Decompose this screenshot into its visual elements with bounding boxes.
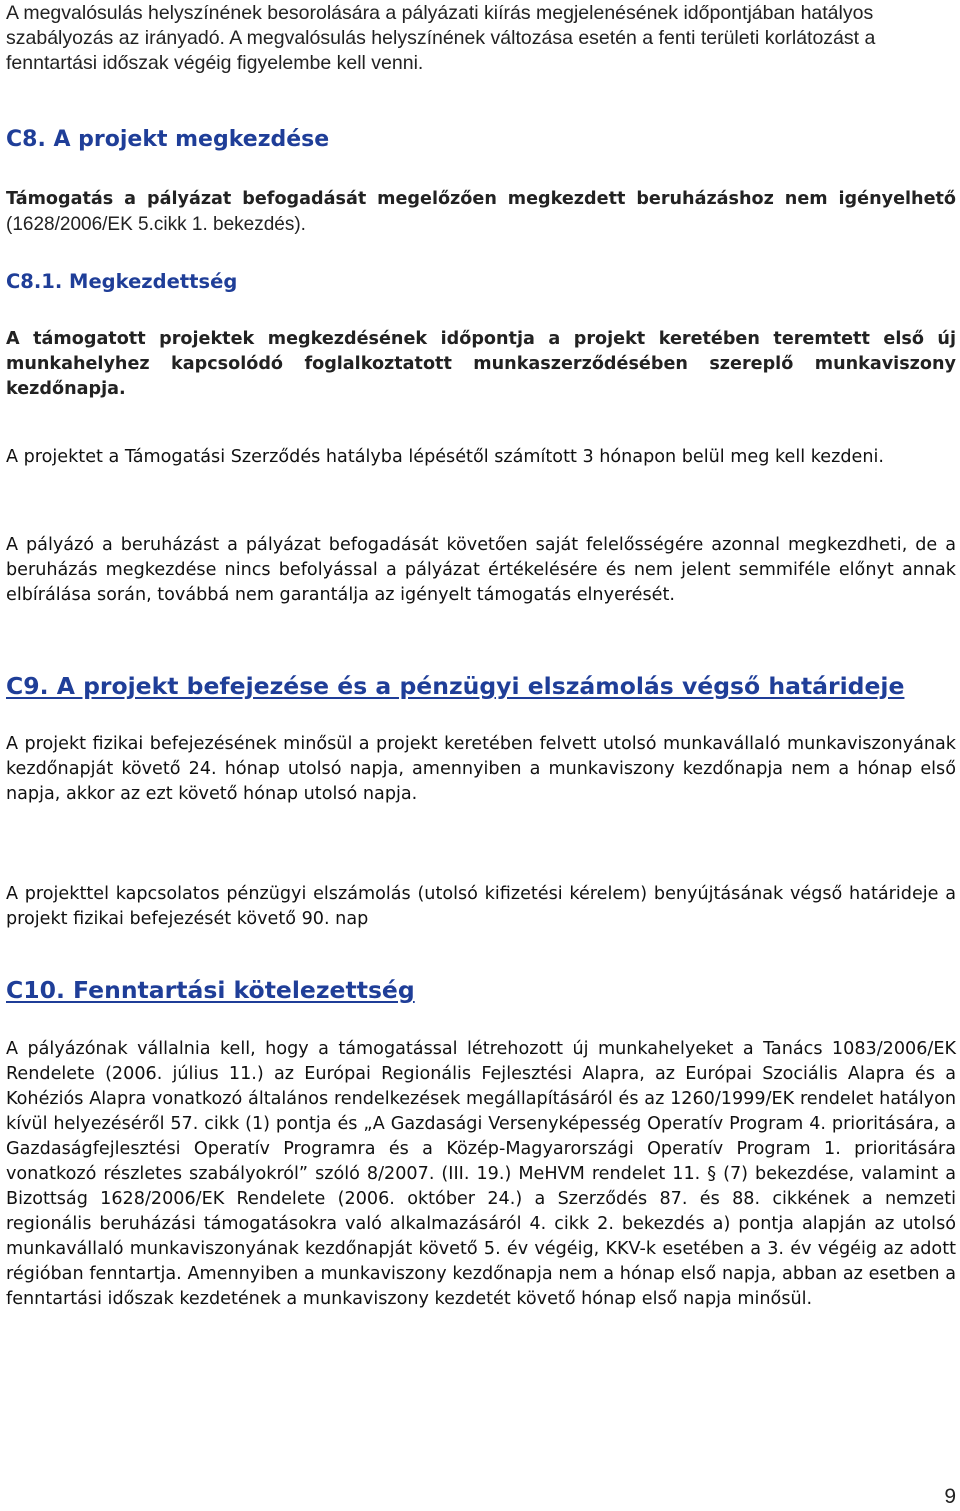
heading-c8-1: C8.1. Megkezdettség [6,270,238,293]
c8-1-bold-paragraph: A támogatott projektek megkezdésének időpontja a projekt keretében teremtett első új munkahelyhez kapcsolódó foglalkoztatott munkaszerződésében szereplő munkaviszony kezdőnapja. [6,329,956,399]
c8-1-paragraph-2: A projektet a Támogatási Szerződés hatályba lépésétől számított 3 hónapon belül meg kell kezdeni. [6,447,884,467]
intro-paragraph: A megvalósulás helyszínének besorolására a pályázati kiírás megjelenésének időpontjában hatályos szabályozás az irányadó. A megvalósulás helyszínének változása esetén a fenti területi korlátozást a fenntartási időszak végéig figyelembe kell venni. [6,2,876,74]
heading-c9: C9. A projekt befejezése és a pénzügyi elszámolás végső határideje [6,672,905,700]
c10-paragraph-1: A pályázónak vállalnia kell, hogy a támogatással létrehozott új munkahelyeket a Tanács 1083/2006/EK Rendelete (2006. július 11.) az Európai Regionális Fejlesztési Alapra, az Európai Szociális Alapra és a Kohéziós Alapra vonatkozó általános rendelkezések megállapításáról és az 1260/1999/EK rendelet hatályon kívül helyezéséről 57. cikk (1) pontja és „A Gazdasági Versenyképesség Operatív Program 4. prioritására, a Gazdaságfejlesztési Operatív Programra és a Közép-Magyarországi Operatív Program 1. prioritására vonatkozó részletes szabályokról” szóló 8/2007. (III. 19.) MeHVM rendelet 11. § (7) bekezdése, valamint a Bizottság 1628/2006/EK Rendelete (2006. október 24.) a Szerződés 87. és 88. cikkének a nemzeti regionális beruházási támogatásokra való alkalmazásáról 4. cikk 2. bekezdés a) pontja alapján az utolsó munkavállaló munkaviszonyának kezdőnapját követő 5. év végéig, KKV-k esetében a 3. év végéig az adott régióban fenntartja. Amennyiben a munkaviszony kezdőnapja nem a hónap első napja, abban az esetben a fenntartási időszak kezdetének a munkaviszony kezdetét követő hónap első napja minősül. [6,1039,956,1309]
c9-paragraph-1: A projekt fizikai befejezésének minősül a projekt keretében felvett utolsó munkavállaló munkaviszonyának kezdőnapját követő 24. hónap utolsó napja, amennyiben a munkaviszony kezdőnapja nem a hónap első napja, akkor az ezt követő hónap utolsó napja. [6,734,956,804]
c8-lead-bold: Támogatás a pályázat befogadását megelőzően megkezdett beruházáshoz nem igényelhető [6,189,956,209]
heading-c8: C8. A projekt megkezdése [6,127,330,152]
page-number: 9 [944,1485,956,1508]
c8-lead-reference: (1628/2006/EK 5.cikk 1. bekezdés). [6,214,306,235]
c8-lead-paragraph [6,186,956,238]
heading-c10: C10. Fenntartási kötelezettség [6,976,415,1004]
c8-1-paragraph-3: A pályázó a beruházást a pályázat befogadását követően saját felelősségére azonnal megkezdheti, de a beruházás megkezdése nincs befolyással a pályázat értékelésére és nem jelent semmiféle előnyt annak elbírálása során, továbbá nem garantálja az igényelt támogatás elnyerését. [6,535,956,605]
c9-paragraph-2: A projekttel kapcsolatos pénzügyi elszámolás (utolsó kifizetési kérelem) benyújtásának végső határideje a projekt fizikai befejezését követő 90. nap [6,884,956,929]
